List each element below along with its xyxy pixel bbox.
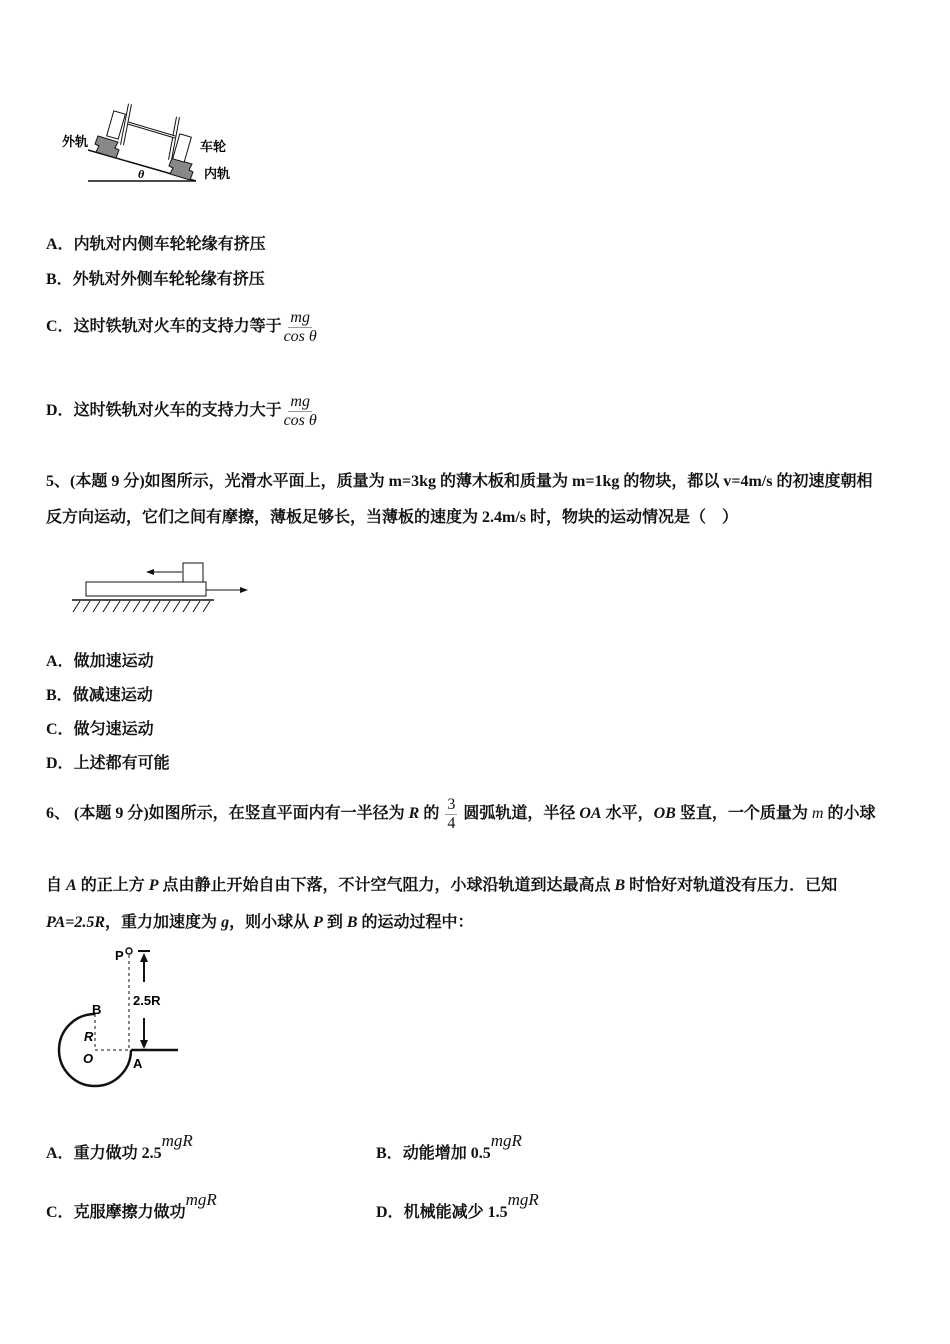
option-unit: mgR	[161, 1131, 193, 1150]
q5-stem-line2: 反方向运动，它们之间有摩擦，薄板足够长，当薄板的速度为 2.4m/s 时，物块的运动情况是（ ）	[46, 509, 739, 526]
label-inner-rail: 内轨	[204, 166, 231, 181]
numerator: mg	[290, 392, 310, 410]
option-key: A．	[46, 236, 74, 253]
option-text: 上述都有可能	[73, 755, 170, 772]
q6-stem-line1: 6、 (本题 9 分)如图所示，在竖直平面内有一半径为 R 的 $\frac{3}{4}$ 圆弧轨道，半径 OA 水平，OB 竖直，一个质量为 m 的小球	[46, 795, 876, 832]
q6-stem-line2: 自 A 的正上方 P 点由静止开始自由下落，不计空气阻力，小球沿轨道到达最高点 B 时恰好对轨道没有压力．已知	[46, 877, 838, 894]
option-key: C．	[46, 721, 74, 738]
option-key: B．	[376, 1145, 403, 1162]
label-P: P	[115, 948, 124, 963]
option-unit: mgR	[185, 1190, 217, 1209]
q6-stem-line3: PA=2.5R，重力加速度为 g，则小球从 P 到 B 的运动过程中：	[46, 914, 474, 931]
option-key: B．	[46, 271, 73, 288]
fraction	[284, 309, 317, 346]
option-text: 内轨对内侧车轮轮缘有挤压	[73, 236, 266, 253]
option-key: D．	[376, 1204, 404, 1221]
fraction	[284, 393, 317, 430]
option-key: C．	[46, 318, 74, 335]
option-text: 做减速运动	[72, 687, 153, 704]
q6-option-d[interactable]	[376, 1190, 539, 1223]
numerator: mg	[290, 308, 310, 326]
denominator: cos θ	[283, 411, 317, 429]
option-key: A．	[46, 653, 74, 670]
option-text: 动能增加 0.5	[402, 1145, 491, 1162]
option-text: 这时铁轨对火车的支持力大于	[73, 402, 282, 419]
option-unit: mgR	[490, 1131, 522, 1150]
option-text: 机械能减少 1.5	[403, 1204, 508, 1221]
option-key: A．	[46, 1145, 74, 1162]
denominator: cos θ	[283, 327, 317, 345]
q6-option-c[interactable]	[46, 1190, 217, 1223]
option-key: D．	[46, 755, 74, 772]
label-outer-rail: 外轨	[62, 134, 89, 149]
label-B: B	[92, 1002, 102, 1017]
option-key: D．	[46, 402, 74, 419]
option-key: C．	[46, 1204, 74, 1221]
label-R: R	[84, 1029, 94, 1044]
option-unit: mgR	[507, 1190, 539, 1209]
label-A: A	[133, 1056, 143, 1071]
q6-option-a[interactable]	[46, 1131, 193, 1164]
option-text: 克服摩擦力做功	[73, 1204, 186, 1221]
fraction-three-quarters: $\frac{3}{4}$	[447, 795, 456, 832]
option-text: 外轨对外侧车轮轮缘有挤压	[72, 271, 265, 288]
label-distance: 2.5R	[133, 993, 161, 1008]
option-text: 这时铁轨对火车的支持力等于	[73, 318, 282, 335]
option-key: B．	[46, 687, 73, 704]
track-figure	[0, 0, 200, 1110]
label-wheel: 车轮	[200, 139, 227, 154]
option-text: 做匀速运动	[73, 721, 154, 738]
label-theta: θ	[138, 167, 145, 181]
option-text: 重力做功 2.5	[73, 1145, 162, 1162]
q6-option-b[interactable]	[376, 1131, 522, 1164]
q5-stem-line1: 5、(本题 9 分)如图所示，光滑水平面上，质量为 m=3kg 的薄木板和质量为 m=1kg 的物块，都以 v=4m/s 的初速度朝相	[46, 473, 873, 490]
option-text: 做加速运动	[73, 653, 154, 670]
label-O: O	[83, 1051, 94, 1066]
